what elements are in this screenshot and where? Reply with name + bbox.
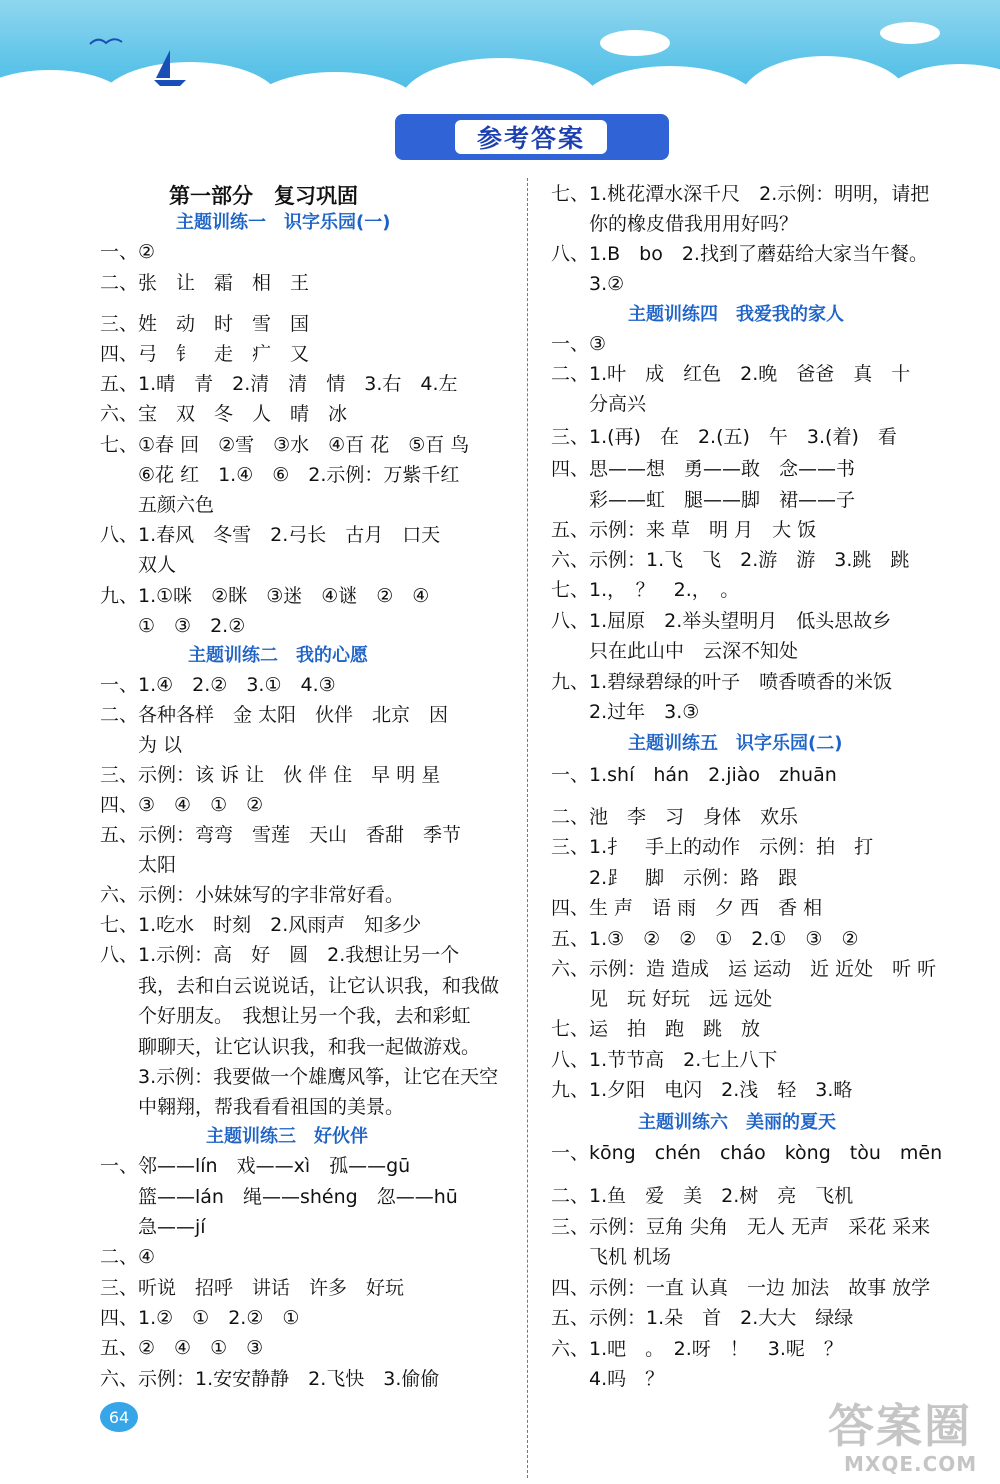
answer-line: 三、姓 动 时 雪 国 bbox=[100, 313, 310, 335]
section-heading-2: 主题训练二 我的心愿 bbox=[188, 645, 368, 666]
answer-line: 五、1.③ ② ② ① 2.① ③ ② bbox=[551, 928, 859, 950]
answer-line: 八、1.示例：高 好 圆 2.我想让另一个 bbox=[100, 944, 460, 966]
answer-line: 见 玩 好玩 远 远处 bbox=[551, 988, 773, 1010]
answer-line: 二、1.鱼 爱 美 2.树 亮 飞机 bbox=[551, 1185, 854, 1207]
answer-line: 九、1.夕阳 电闪 2.浅 轻 3.略 bbox=[551, 1079, 853, 1101]
answer-line: 一、1.shí hán 2.jiào zhuān bbox=[551, 764, 837, 786]
answer-line: 个好朋友。 我想让另一个我，去和彩虹 bbox=[100, 1005, 471, 1027]
section-heading-5: 主题训练五 识字乐园(二) bbox=[628, 733, 843, 754]
answer-line: 2.⻊ 脚 示例：路 跟 bbox=[551, 867, 798, 889]
title-banner bbox=[395, 114, 669, 160]
watermark bbox=[820, 1390, 1000, 1484]
column-divider bbox=[527, 178, 528, 1478]
small-cloud-shape bbox=[880, 22, 940, 44]
answer-line: 中翱翔，帮我看看祖国的美景。 bbox=[100, 1096, 405, 1118]
answer-line: 四、1.② ① 2.② ① bbox=[100, 1307, 300, 1329]
answer-line: 五、1.晴 青 2.清 清 情 3.右 4.左 bbox=[100, 373, 458, 395]
answer-line: 八、1.屈原 2.举头望明月 低头思故乡 bbox=[551, 610, 892, 632]
answer-line: 六、示例：1.飞 飞 2.游 游 3.跳 跳 bbox=[551, 549, 910, 571]
answer-line: 为 以 bbox=[100, 734, 183, 756]
answer-line: ⑥花 红 1.④ ⑥ 2.示例：万紫千红 bbox=[100, 464, 460, 486]
answer-line: 四、示例：一直 认真 一边 加法 故事 放学 bbox=[551, 1277, 931, 1299]
answer-line: 五、示例：来 草 明 月 大 饭 bbox=[551, 519, 817, 541]
section-heading-4: 主题训练四 我爱我的家人 bbox=[628, 304, 844, 325]
answer-line: 2.过年 3.③ bbox=[551, 701, 700, 723]
answer-line: 六、示例：1.安安静静 2.飞快 3.偷偷 bbox=[100, 1368, 440, 1390]
answer-line: 二、1.叶 成 红色 2.晚 爸爸 真 十 bbox=[551, 363, 911, 385]
answer-line: 飞机 机场 bbox=[551, 1246, 672, 1268]
answer-line: 二、④ bbox=[100, 1246, 156, 1268]
page-title: 参考答案 bbox=[455, 120, 607, 154]
answer-line: 三、示例：该 诉 让 伙 伴 住 早 明 星 bbox=[100, 764, 441, 786]
answer-line: 九、1.①咪 ②眯 ③迷 ④谜 ② ④ bbox=[100, 585, 430, 607]
answer-line: 三、1.(再) 在 2.(五) 午 3.(着) 看 bbox=[551, 426, 897, 448]
section-heading-6: 主题训练六 美丽的夏天 bbox=[638, 1112, 836, 1133]
answer-line: 六、示例：造 造成 运 运动 近 近处 听 听 bbox=[551, 958, 937, 980]
answer-line: 四、思——想 勇——敢 念——书 bbox=[551, 458, 856, 480]
answer-line: 篮——lán 绳——shéng 忽——hū bbox=[100, 1186, 458, 1208]
answer-line: 七、运 拍 跑 跳 放 bbox=[551, 1018, 761, 1040]
answer-line: 五颜六色 bbox=[100, 494, 215, 516]
answer-line: 急——jí bbox=[100, 1216, 206, 1238]
answer-line: 八、1.节节高 2.七上八下 bbox=[551, 1049, 778, 1071]
answer-line: 九、1.碧绿碧绿的叶子 喷香喷香的米饭 bbox=[551, 671, 893, 693]
answer-line: 3.② bbox=[551, 273, 625, 295]
answer-line: 八、1.春风 冬雪 2.弓长 古月 口天 bbox=[100, 524, 441, 546]
answer-line: 你的橡皮借我用用好吗？ bbox=[551, 213, 799, 235]
watermark-text: 答案圈 bbox=[828, 1399, 972, 1453]
answer-line: 我，去和白云说说话，让它认识我，和我做 bbox=[100, 975, 500, 997]
answer-line: 八、1.B bo 2.找到了蘑菇给大家当午餐。 bbox=[551, 243, 928, 265]
answer-line: 一、1.④ 2.② 3.① 4.③ bbox=[100, 674, 336, 696]
answer-line: 六、示例：小妹妹写的字非常好看。 bbox=[100, 884, 405, 906]
answer-line: 一、③ bbox=[551, 333, 607, 355]
answer-line: 一、kōng chén cháo kòng tòu mēn bbox=[551, 1142, 943, 1164]
answer-line: ① ③ 2.② bbox=[100, 615, 246, 637]
answer-line: 4.吗 ？ bbox=[551, 1368, 665, 1390]
small-cloud-shape bbox=[600, 30, 670, 56]
answer-line: 七、1.桃花潭水深千尺 2.示例：明明，请把 bbox=[551, 183, 930, 205]
answer-line: 五、② ④ ① ③ bbox=[100, 1337, 264, 1359]
page-number: 64 bbox=[100, 1402, 138, 1432]
section-heading-3: 主题训练三 好伙伴 bbox=[206, 1126, 368, 1147]
sailboat-icon bbox=[150, 48, 190, 88]
answer-line: 彩——虹 腿——脚 裙——子 bbox=[551, 489, 856, 511]
answer-line: 二、池 李 习 身体 欢乐 bbox=[551, 806, 799, 828]
answer-line: 七、1.吃水 时刻 2.风雨声 知多少 bbox=[100, 914, 422, 936]
header-banner bbox=[0, 0, 1000, 112]
answer-line: 太阳 bbox=[100, 854, 177, 876]
answer-line: 四、弓 钅 走 疒 又 bbox=[100, 343, 310, 365]
part-title: 第一部分 复习巩固 bbox=[169, 184, 358, 208]
answer-line: 五、示例：1.朵 首 2.大大 绿绿 bbox=[551, 1307, 854, 1329]
answer-line: 六、宝 双 冬 人 晴 冰 bbox=[100, 403, 348, 425]
answer-line: 四、生 声 语 雨 夕 西 香 相 bbox=[551, 897, 823, 919]
answer-line: 聊聊天，让它认识我，和我一起做游戏。 bbox=[100, 1036, 481, 1058]
answer-line: 分高兴 bbox=[551, 393, 647, 415]
answer-line: 三、示例：豆角 尖角 无人 无声 采花 采来 bbox=[551, 1216, 931, 1238]
answer-line: 一、② bbox=[100, 241, 156, 263]
section-heading-1: 主题训练一 识字乐园(一) bbox=[176, 212, 391, 233]
cloud-shape bbox=[880, 64, 1000, 144]
answer-line: 3.示例：我要做一个雄鹰风筝，让它在天空 bbox=[100, 1066, 499, 1088]
answer-line: 三、1.扌 手上的动作 示例：拍 打 bbox=[551, 836, 874, 858]
answer-line: 三、听说 招呼 讲话 许多 好玩 bbox=[100, 1277, 405, 1299]
bird-icon bbox=[88, 34, 124, 48]
watermark-site: MXQE.COM bbox=[844, 1452, 978, 1476]
answer-line: 只在此山中 云深不知处 bbox=[551, 640, 799, 662]
answer-line: 四、③ ④ ① ② bbox=[100, 794, 264, 816]
answer-line: 二、张 让 霜 相 王 bbox=[100, 272, 310, 294]
answer-line: 五、示例：弯弯 雪莲 天山 香甜 季节 bbox=[100, 824, 462, 846]
answer-line: 双人 bbox=[100, 554, 177, 576]
answer-line: 六、1.吧 。 2.呀 ！ 3.呢 ？ bbox=[551, 1338, 843, 1360]
answer-line: 七、1.， ？ 2.， 。 bbox=[551, 579, 740, 601]
answer-line: 一、邻——lín 戏——xì 孤——gū bbox=[100, 1155, 411, 1177]
answer-line: 二、各种各样 金 太阳 伙伴 北京 因 bbox=[100, 704, 449, 726]
answer-line: 七、①春 回 ②雪 ③水 ④百 花 ⑤百 鸟 bbox=[100, 434, 470, 456]
